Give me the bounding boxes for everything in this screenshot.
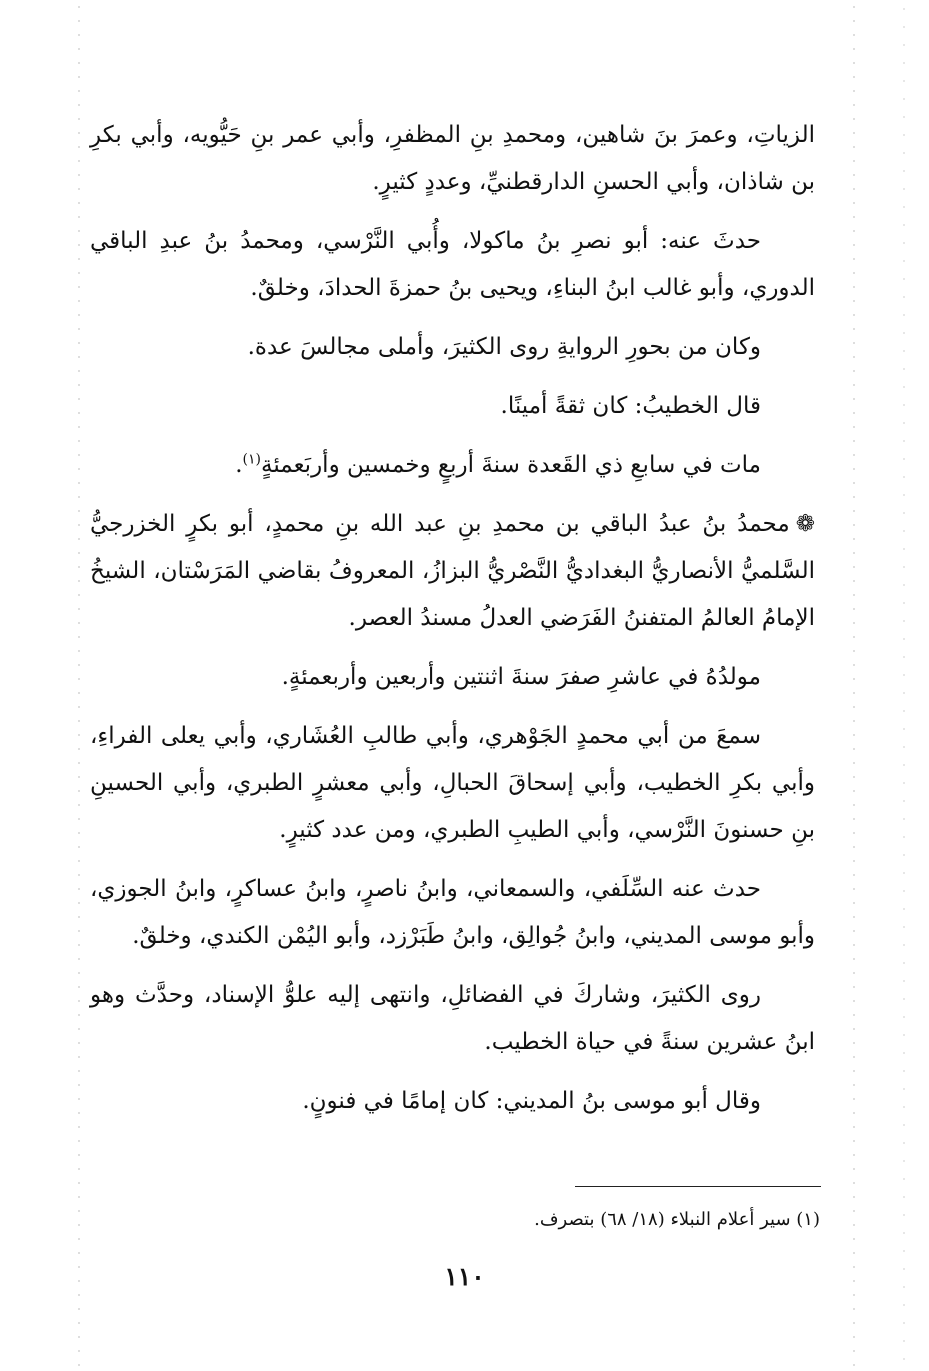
scan-artifact-right	[853, 0, 855, 1371]
paragraph-narrators-from	[90, 218, 815, 312]
footnote	[300, 1206, 820, 1234]
paragraph-end-punctuation: .	[235, 452, 243, 478]
footnote-reference: (١)	[242, 451, 261, 468]
entry-flower-icon: ❁	[795, 511, 815, 537]
paragraph-text: مولدُهُ في عاشرِ صفرَ سنةَ اثنتين وأربعين وأربعمئةٍ.	[281, 664, 761, 690]
paragraph-heard-from	[90, 713, 815, 854]
paragraph-students	[90, 866, 815, 960]
page-body	[90, 112, 815, 1137]
paragraph-khatib-quote	[90, 383, 815, 430]
footnote-text: سير أعلام النبلاء (١٨/ ٦٨) بتصرف.	[534, 1209, 791, 1230]
paragraph-text: وقال أبو موسى بنُ المديني: كان إمامًا في فنونٍ.	[302, 1088, 761, 1114]
paragraph-birth	[90, 654, 815, 701]
paragraph-text: الزياتِ، وعمرَ بنَ شاهين، ومحمدِ بنِ المظفرِ، وأبي عمر بنِ حَيُّويه، وأبي بكرِ بن شاذان، وأبي الحسنِ الدارقطنيِّ، وعددٍ كثيرٍ.	[90, 122, 815, 195]
paragraph-death-date	[90, 442, 815, 489]
paragraph-merits	[90, 972, 815, 1066]
paragraph-text: روى الكثيرَ، وشاركَ في الفضائلِ، وانتهى إليه علوُّ الإسناد، وحدَّث وهو ابنُ عشرين سنةً في حياة الخطيب.	[90, 982, 815, 1055]
paragraph-text: محمدُ بنُ عبدُ الباقي بن محمدِ بنِ عبد الله بنِ محمدٍ، أبو بكرٍ الخزرجيُّ السَّلميُّ الأنصاريُّ البغداديُّ النَّصْريُّ البزازُ، المعروفُ بقاضي المَرَسْتان، الشيخُ الإمامُ العالمُ المتفننُ الفَرَضي العدلُ مسندُ العصر.	[90, 511, 815, 631]
paragraph-narration-note	[90, 324, 815, 371]
paragraph-continuation	[90, 112, 815, 206]
paragraph-abu-musa-quote	[90, 1078, 815, 1125]
page-number: ١١٠	[444, 1262, 485, 1291]
footnote-divider	[575, 1186, 821, 1187]
paragraph-text: مات في سابعِ ذي القَعدة سنةَ أربعٍ وخمسين وأربَعمئةٍ	[261, 452, 761, 478]
paragraph-text: حدثَ عنه: أبو نصرِ بنُ ماكولا، وأُبي النَّرْسي، ومحمدُ بنُ عبدِ الباقي الدوري، وأبو غالب ابنُ البناءِ، ويحيى بنُ حمزةَ الحدادَ، وخلقٌ.	[90, 228, 815, 301]
paragraph-text: سمعَ من أبي محمدٍ الجَوْهري، وأبي طالبِ العُشَاري، وأبي يعلى الفراءِ، وأبي بكرِ الخطيب، وأبي إسحاقَ الحبالِ، وأبي معشرٍ الطبري، وأبي الحسينِ بنِ حسنونَ النَّرْسي، وأبي الطيبِ الطبري، ومن عدد كثيرٍ.	[90, 723, 815, 843]
paragraph-text: قال الخطيبُ: كان ثقةً أمينًا.	[500, 393, 761, 419]
scan-artifact-right-edge	[903, 0, 905, 1371]
scan-artifact-left	[78, 0, 80, 1371]
biography-entry-heading	[90, 501, 815, 642]
footnote-number: (١)	[796, 1209, 820, 1230]
paragraph-text: حدث عنه السِّلَفي، والسمعاني، وابنُ ناصرٍ، وابنُ عساكرٍ، وابنُ الجوزي، وأبو موسى المديني، وابنُ جُوالِق، وابنُ طَبَرْزد، وأبو اليُمْن الكندي، وخلقٌ.	[90, 876, 815, 949]
paragraph-text: وكان من بحورِ الروايةِ روى الكثيرَ، وأملى مجالسَ عدة.	[247, 334, 761, 360]
